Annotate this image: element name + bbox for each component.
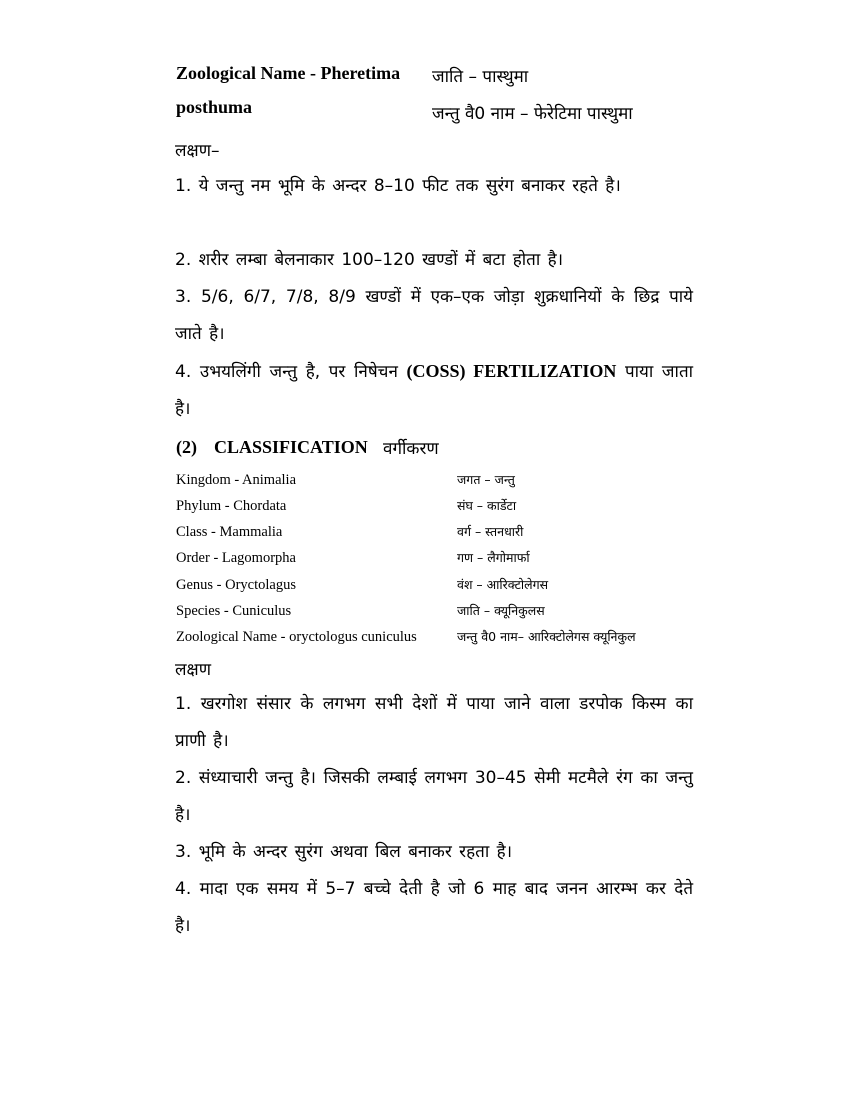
lakshan-heading-1: लक्षण– bbox=[175, 141, 220, 161]
classification-row-en: Genus - Oryctolagus bbox=[176, 577, 297, 593]
point-text: खरगोश संसार के लगभग सभी देशों में पाया जाने वाला डरपोक किस्म का प्राणी है। bbox=[175, 694, 693, 751]
lakshan-heading-2: लक्षण bbox=[175, 660, 212, 680]
point-text: ये जन्तु नम भूमि के अन्दर 8–10 फीट तक सुरंग बनाकर रहते है। bbox=[198, 176, 621, 196]
point-text-english: (COSS) FERTILIZATION bbox=[406, 361, 617, 381]
point-text: शरीर लम्बा बेलनाकार 100–120 खण्डों में बटा होता है। bbox=[198, 250, 564, 270]
classification-row-hi: जन्तु वै0 नाम– आरिक्टोलेगस क्यूनिकुल bbox=[457, 629, 636, 644]
classification-row-en: Order - Lagomorpha bbox=[176, 550, 296, 566]
jati-label: जाति – पास्थुमा bbox=[432, 67, 529, 87]
point-text: मादा एक समय में 5–7 बच्चे देती है जो 6 माह बाद जनन आरम्भ कर देते है। bbox=[175, 879, 694, 936]
point-text: उभयलिंगी जन्तु है, पर निषेचन bbox=[199, 362, 398, 382]
classification-row-en: Species - Cuniculus bbox=[176, 603, 292, 619]
point-2-4 bbox=[175, 871, 693, 945]
point-number: 1. bbox=[175, 694, 192, 714]
classification-row-hi: जाति – क्यूनिकुलस bbox=[457, 603, 545, 618]
classification-row-en: Kingdom - Animalia bbox=[176, 472, 297, 488]
point-number: 4. bbox=[175, 362, 192, 382]
point-number: 3. bbox=[175, 842, 192, 862]
point-1-3 bbox=[175, 279, 693, 353]
classification-row-hi: संघ – कार्डेटा bbox=[457, 498, 517, 513]
point-number: 2. bbox=[175, 250, 192, 270]
zoological-name-label-line2: posthuma bbox=[176, 97, 253, 117]
point-number: 2. bbox=[175, 768, 192, 788]
point-text: संध्याचारी जन्तु है। जिसकी लम्बाई लगभग 30–45 सेमी मटमैले रंग का जन्तु है। bbox=[175, 768, 693, 825]
point-2-3 bbox=[175, 834, 693, 871]
classification-row-hi: वंश – आरिक्टोलेगस bbox=[457, 577, 549, 592]
point-number: 4. bbox=[175, 879, 192, 899]
classification-row-en: Phylum - Chordata bbox=[176, 498, 287, 514]
jantu-vaigyanik-name: जन्तु वै0 नाम – फेरेटिमा पास्थुमा bbox=[432, 104, 633, 124]
point-1-4 bbox=[175, 353, 693, 428]
classification-row-hi: जगत – जन्तु bbox=[457, 472, 515, 487]
classification-row-hi: गण – लैगोमार्फा bbox=[457, 550, 530, 565]
classification-row-en: Zoological Name - oryctologus cuniculus bbox=[176, 629, 417, 645]
point-1-1 bbox=[175, 168, 693, 205]
point-number: 1. bbox=[175, 176, 192, 196]
point-1-2 bbox=[175, 242, 693, 279]
classification-row-en: Class - Mammalia bbox=[176, 524, 283, 540]
point-text: 5/6, 6/7, 7/8, 8/9 खण्डों में एक–एक जोड़ा शुक्रधानियों के छिद्र पाये जाते है। bbox=[175, 287, 694, 344]
classification-title-hindi: वर्गीकरण bbox=[383, 439, 439, 459]
point-2-2 bbox=[175, 760, 693, 834]
point-2-1 bbox=[175, 686, 693, 760]
classification-number: (2) bbox=[176, 437, 197, 457]
point-number: 3. bbox=[175, 287, 192, 307]
classification-row-hi: वर्ग – स्तनधारी bbox=[457, 524, 524, 539]
zoological-name-label: Zoological Name - Pheretima bbox=[176, 63, 401, 83]
point-text: भूमि के अन्दर सुरंग अथवा बिल बनाकर रहता है। bbox=[198, 842, 513, 862]
classification-title: CLASSIFICATION bbox=[214, 437, 368, 457]
point-text-after: पाया जाता है। bbox=[175, 362, 694, 419]
